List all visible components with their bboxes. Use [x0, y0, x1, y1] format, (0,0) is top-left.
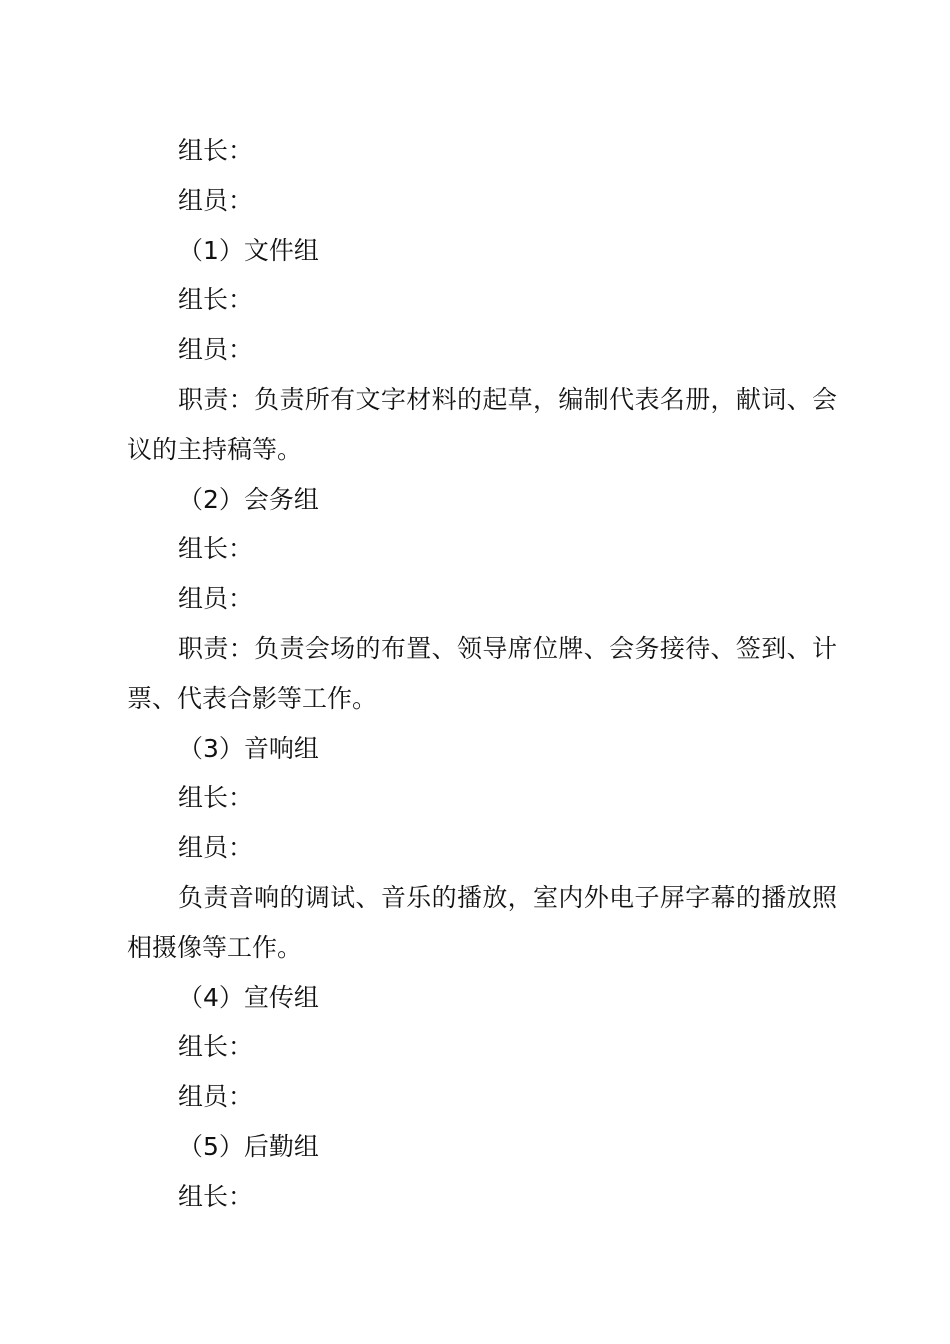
- member-label: 组员：: [178, 833, 254, 863]
- section-heading-logistics-group: （5）后勤组: [178, 1131, 319, 1161]
- leader-label: 组长：: [178, 1032, 254, 1062]
- leader-label: 组长：: [178, 285, 254, 315]
- leader-label: 组长：: [178, 534, 254, 564]
- duty-text-audio-group: 负责音响的调试、音乐的播放，室内外电子屏字幕的播放照相摄像等工作。: [127, 882, 837, 962]
- section-heading-publicity-group: （4）宣传组: [178, 982, 319, 1012]
- section-heading-audio-group: （3）音响组: [178, 733, 319, 763]
- duty-text-document-group: 职责：负责所有文字材料的起草，编制代表名册，献词、会议的主持稿等。: [127, 384, 837, 464]
- document-body: [127, 126, 837, 1222]
- leader-label: 组长：: [178, 1181, 254, 1211]
- section-heading-affairs-group: （2）会务组: [178, 484, 319, 514]
- leader-label: 组长：: [178, 783, 254, 813]
- duty-text-affairs-group: 职责：负责会场的布置、领导席位牌、会务接待、签到、计票、代表合影等工作。: [127, 633, 837, 713]
- member-label: 组员：: [178, 185, 254, 215]
- section-heading-document-group: （1）文件组: [178, 235, 319, 265]
- member-label: 组员：: [178, 584, 254, 614]
- member-label: 组员：: [178, 335, 254, 365]
- leader-label: 组长：: [178, 136, 254, 165]
- member-label: 组员：: [178, 1082, 254, 1112]
